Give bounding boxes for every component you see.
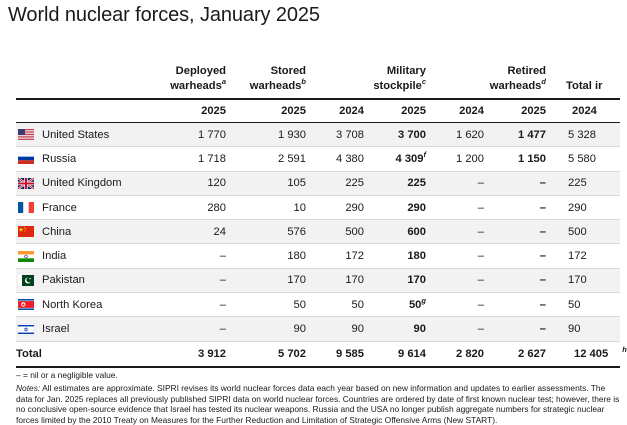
page-title: World nuclear forces, January 2025 [8, 4, 320, 26]
military-2024-cell: 1 620 [426, 123, 484, 147]
stored-2025-cell: 1 930 [226, 123, 306, 147]
retired-2025-cell: 1 477 [484, 123, 546, 147]
country-name: North Korea [42, 298, 103, 311]
stored-spacer-header [306, 58, 364, 99]
year-header-stored-2024: 2024 [306, 99, 364, 123]
stored-2025-cell: 50 [226, 293, 306, 317]
military-2025-cell: 290 [364, 195, 426, 219]
table-row [16, 220, 620, 244]
us-flag-icon [18, 129, 34, 140]
year-header-empty [16, 99, 134, 123]
stored-2024-cell: 3 708 [306, 123, 364, 147]
military-2025-cell: 225 [364, 171, 426, 195]
military-2024-cell: – [426, 268, 484, 292]
military-2025-cell: 3 700 [364, 123, 426, 147]
table-row [16, 268, 620, 292]
country-cell [16, 195, 134, 219]
total-2024-cell: 225 [546, 171, 620, 195]
total-retired-2025: 2 627 [484, 341, 546, 367]
stored-2025-cell: 576 [226, 220, 306, 244]
total-inventory-header: Total ir [566, 80, 603, 92]
country-name: Pakistan [42, 274, 85, 287]
table-row [16, 195, 620, 219]
stored-2025-cell: 170 [226, 268, 306, 292]
column-group-header-row [16, 58, 620, 99]
table-row [16, 147, 620, 171]
country-name: India [42, 250, 67, 263]
stored-2025-cell: 180 [226, 244, 306, 268]
retired-2025-cell: – [484, 268, 546, 292]
military-2024-cell: – [426, 317, 484, 341]
retired-warheads-header: Retired warheads$^d$ [489, 65, 546, 92]
total-2024-cell: 170 [546, 268, 620, 292]
military-2025-cell: 170 [364, 268, 426, 292]
india-flag-icon [18, 251, 34, 262]
country-cell [16, 220, 134, 244]
military-2024-cell: 1 200 [426, 147, 484, 171]
deployed-2025-cell: – [134, 317, 226, 341]
military-2024-cell: – [426, 244, 484, 268]
deployed-2025-cell: – [134, 293, 226, 317]
stored-warheads-header: Stored warheads$^b$ [249, 65, 306, 92]
stored-2024-cell: 225 [306, 171, 364, 195]
north-korea-flag-icon [18, 299, 34, 310]
country-cell [16, 293, 134, 317]
stored-2025-cell: 90 [226, 317, 306, 341]
military-2025-cell: 50$^g$ [364, 293, 426, 317]
china-flag-icon [18, 226, 34, 237]
country-name: China [42, 225, 72, 238]
page [8, 4, 627, 425]
deployed-2025-cell: 24 [134, 220, 226, 244]
military-2024-cell: – [426, 293, 484, 317]
deployed-2025-cell: 280 [134, 195, 226, 219]
uk-flag-icon [18, 178, 34, 189]
stored-2025-cell: 2 591 [226, 147, 306, 171]
table-row [16, 171, 620, 195]
deployed-2025-cell: 1 718 [134, 147, 226, 171]
country-cell [16, 244, 134, 268]
year-header-total-2024: 2024 [546, 99, 620, 123]
military-spacer-header [426, 58, 484, 99]
total-inventory-2024: 12 405 h [546, 341, 620, 367]
deployed-2025-cell: – [134, 244, 226, 268]
country-cell [16, 123, 134, 147]
israel-flag-icon [18, 324, 34, 335]
total-2024-cell: 90 [546, 317, 620, 341]
year-header-deployed-2025: 2025 [134, 99, 226, 123]
retired-2025-cell: – [484, 317, 546, 341]
table-row [16, 317, 620, 341]
total-2024-cell: 500 [546, 220, 620, 244]
year-header-stored-2025: 2025 [226, 99, 306, 123]
country-cell [16, 268, 134, 292]
military-2025-cell: 90 [364, 317, 426, 341]
total-2024-cell: 5 580 [546, 147, 620, 171]
retired-2025-cell: 1 150 [484, 147, 546, 171]
retired-2025-cell: – [484, 195, 546, 219]
nuclear-forces-table-wrapper [16, 58, 627, 368]
country-name: United States [42, 128, 110, 141]
total-military-2025: 9 614 [364, 341, 426, 367]
country-cell [16, 171, 134, 195]
country-name: France [42, 201, 77, 214]
military-2025-cell: 4 309$^f$ [364, 147, 426, 171]
total-military-2024: 2 820 [426, 341, 484, 367]
table-notes [16, 370, 620, 425]
country-name: Russia [42, 152, 77, 165]
total-stored-2025: 5 702 [226, 341, 306, 367]
year-header-military-2025: 2025 [364, 99, 426, 123]
france-flag-icon [18, 202, 34, 213]
total-2024-cell: 5 328 [546, 123, 620, 147]
military-2024-cell: – [426, 220, 484, 244]
stored-2024-cell: 290 [306, 195, 364, 219]
stored-2025-cell: 10 [226, 195, 306, 219]
stored-2024-cell: 50 [306, 293, 364, 317]
notes-paragraph [16, 383, 620, 425]
year-header-military-2024: 2024 [426, 99, 484, 123]
retired-2025-cell: – [484, 171, 546, 195]
russia-flag-icon [18, 153, 34, 164]
deployed-2025-cell: – [134, 268, 226, 292]
deployed-warheads-header: Deployed warheads$^a$ [170, 65, 226, 92]
deployed-2025-cell: 1 770 [134, 123, 226, 147]
country-name: Israel [42, 323, 70, 336]
retired-2025-cell: – [484, 293, 546, 317]
military-2024-cell: – [426, 171, 484, 195]
retired-2025-cell: – [484, 244, 546, 268]
notes-text: All estimates are approximate. SIPRI revises its world nuclear forces data each year based on new information and updates to earlier assessments. The data for Jan. 2025 replaces all previously published SIPRI data on world nuclear forces. Countries are ordered by date of first known nuclear test; however, there is no conclusive open-source evidence that Israel has tested its nuclear weapons. Russia and the USA no longer publish aggregate numbers for strategic nuclear forces limited by the 2010 Treaty on Measures for the Further Reduction and Limitation of Strategic Offensive Arms (New START). [16, 383, 620, 425]
military-2024-cell: – [426, 195, 484, 219]
pakistan-flag-icon [18, 275, 34, 286]
stored-2024-cell: 172 [306, 244, 364, 268]
nuclear-forces-table [16, 58, 627, 368]
stored-2024-cell: 4 380 [306, 147, 364, 171]
retired-2025-cell: – [484, 220, 546, 244]
total-deployed-2025: 3 912 [134, 341, 226, 367]
deployed-2025-cell: 120 [134, 171, 226, 195]
total-label: Total [16, 341, 134, 367]
stored-2024-cell: 90 [306, 317, 364, 341]
country-cell [16, 147, 134, 171]
stored-2024-cell: 500 [306, 220, 364, 244]
table-row [16, 123, 620, 147]
country-name: United Kingdom [42, 177, 122, 190]
total-stored-2024: 9 585 [306, 341, 364, 367]
stored-2024-cell: 170 [306, 268, 364, 292]
table-row [16, 293, 620, 317]
table-row [16, 244, 620, 268]
total-2024-cell: 50 [546, 293, 620, 317]
country-header [16, 58, 134, 99]
military-2025-cell: 600 [364, 220, 426, 244]
stored-2025-cell: 105 [226, 171, 306, 195]
military-stockpile-header: Military stockpile$^c$ [373, 65, 426, 92]
table-body [16, 123, 620, 342]
total-2024-cell: 290 [546, 195, 620, 219]
nil-legend: – = nil or a negligible value. [16, 370, 118, 380]
notes-label: Notes: [16, 383, 41, 394]
total-2024-cell: 172 [546, 244, 620, 268]
country-cell [16, 317, 134, 341]
year-header-row [16, 99, 620, 123]
year-header-retired-2025: 2025 [484, 99, 546, 123]
total-row [16, 341, 620, 367]
military-2025-cell: 180 [364, 244, 426, 268]
